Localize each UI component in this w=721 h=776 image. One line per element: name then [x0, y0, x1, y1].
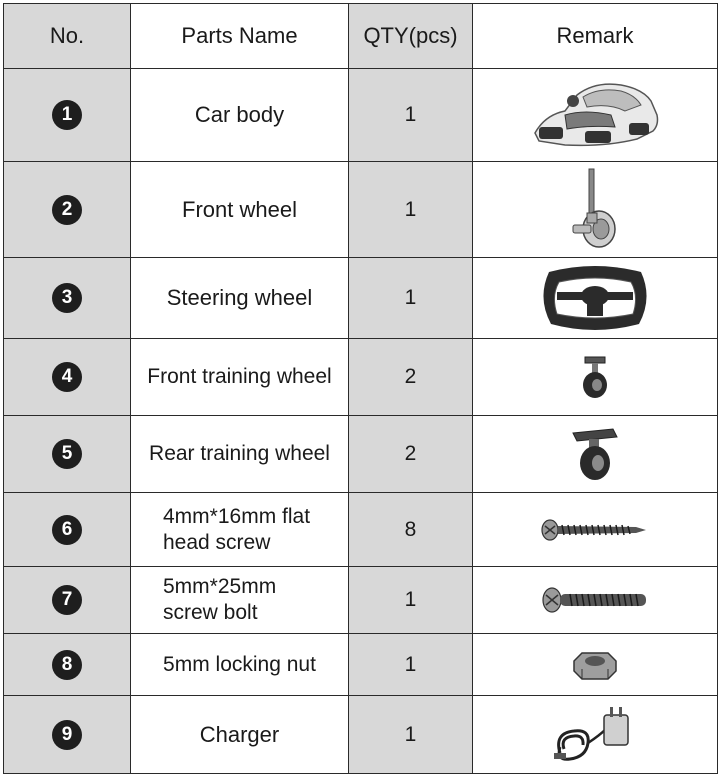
part-qty: 1: [404, 197, 417, 221]
front-wheel-icon: [565, 167, 625, 253]
charger-icon: [550, 703, 640, 767]
front-training-wheel-icon: [575, 353, 615, 401]
table-row: [4, 162, 718, 258]
remark-cell: [473, 696, 718, 774]
row-number-badge: 6: [52, 515, 82, 545]
table-row: [4, 258, 718, 339]
remark-cell: [473, 339, 718, 416]
remark-cell: [473, 493, 718, 567]
qty-cell: [349, 258, 473, 339]
part-qty: 1: [404, 103, 417, 126]
qty-cell: [349, 493, 473, 567]
part-name-cell: [131, 416, 349, 493]
car-body-icon: [525, 75, 665, 155]
table-row: [4, 416, 718, 493]
part-name-cell: [131, 339, 349, 416]
part-name: 5mm locking nut: [163, 652, 316, 676]
part-name-cell: [131, 258, 349, 339]
row-number-badge: 1: [52, 100, 82, 130]
remark-cell: [473, 567, 718, 634]
part-qty: 1: [404, 652, 417, 676]
part-name-cell: [131, 69, 349, 162]
row-number-badge: 7: [52, 585, 82, 615]
row-number-cell: [4, 493, 131, 567]
part-name-line-2: head screw: [163, 530, 271, 554]
row-number-cell: [4, 339, 131, 416]
qty-cell: [349, 69, 473, 162]
part-name: Steering wheel: [166, 285, 313, 310]
row-number-cell: [4, 567, 131, 634]
part-name-cell: [131, 493, 349, 567]
part-name-cell: [131, 567, 349, 634]
part-name: Front wheel: [182, 196, 297, 222]
part-qty: 1: [404, 286, 417, 309]
row-number-badge: 3: [52, 283, 82, 313]
qty-cell: [349, 416, 473, 493]
qty-cell: [349, 162, 473, 258]
row-number-cell: [4, 258, 131, 339]
header-row: [4, 4, 718, 69]
part-qty: 2: [404, 442, 417, 465]
part-qty: 2: [404, 365, 417, 388]
header-parts-name: Parts Name: [131, 4, 349, 69]
part-qty: 8: [404, 517, 417, 541]
row-number-badge: 4: [52, 362, 82, 392]
locking-nut-icon: [568, 647, 622, 683]
table-row: [4, 696, 718, 774]
part-name-line-2: screw bolt: [163, 601, 258, 624]
part-name-cell: [131, 634, 349, 696]
rear-training-wheel-icon: [567, 425, 623, 483]
part-qty: 1: [404, 588, 417, 611]
header-no: No.: [4, 4, 131, 69]
remark-cell: [473, 634, 718, 696]
row-number-cell: [4, 634, 131, 696]
row-number-cell: [4, 162, 131, 258]
remark-cell: [473, 416, 718, 493]
row-number-cell: [4, 416, 131, 493]
table-row: [4, 493, 718, 567]
qty-cell: [349, 696, 473, 774]
table-row: [4, 567, 718, 634]
remark-cell: [473, 258, 718, 339]
header-qty: QTY(pcs): [349, 4, 473, 69]
row-number-badge: 8: [52, 650, 82, 680]
remark-cell: [473, 162, 718, 258]
remark-cell: [473, 69, 718, 162]
part-name-line-1: 4mm*16mm flat: [163, 504, 311, 528]
qty-cell: [349, 634, 473, 696]
table-row: [4, 69, 718, 162]
screw-bolt-icon: [540, 582, 650, 618]
part-qty: 1: [404, 722, 417, 746]
part-name-cell: [131, 696, 349, 774]
part-name-cell: [131, 162, 349, 258]
parts-table: [3, 3, 718, 774]
table-row: [4, 634, 718, 696]
row-number-cell: [4, 69, 131, 162]
part-name: Front training wheel: [147, 365, 332, 388]
part-name: Car body: [194, 102, 285, 127]
row-number-cell: [4, 696, 131, 774]
qty-cell: [349, 567, 473, 634]
part-name: Rear training wheel: [149, 442, 330, 465]
row-number-badge: 2: [52, 195, 82, 225]
part-name: Charger: [199, 721, 280, 747]
flat-head-screw-icon: [540, 512, 650, 548]
part-name-line-1: 5mm*25mm: [163, 575, 277, 598]
table-row: [4, 339, 718, 416]
row-number-badge: 5: [52, 439, 82, 469]
row-number-badge: 9: [52, 720, 82, 750]
qty-cell: [349, 339, 473, 416]
header-remark: Remark: [473, 4, 718, 69]
steering-wheel-icon: [535, 262, 655, 334]
